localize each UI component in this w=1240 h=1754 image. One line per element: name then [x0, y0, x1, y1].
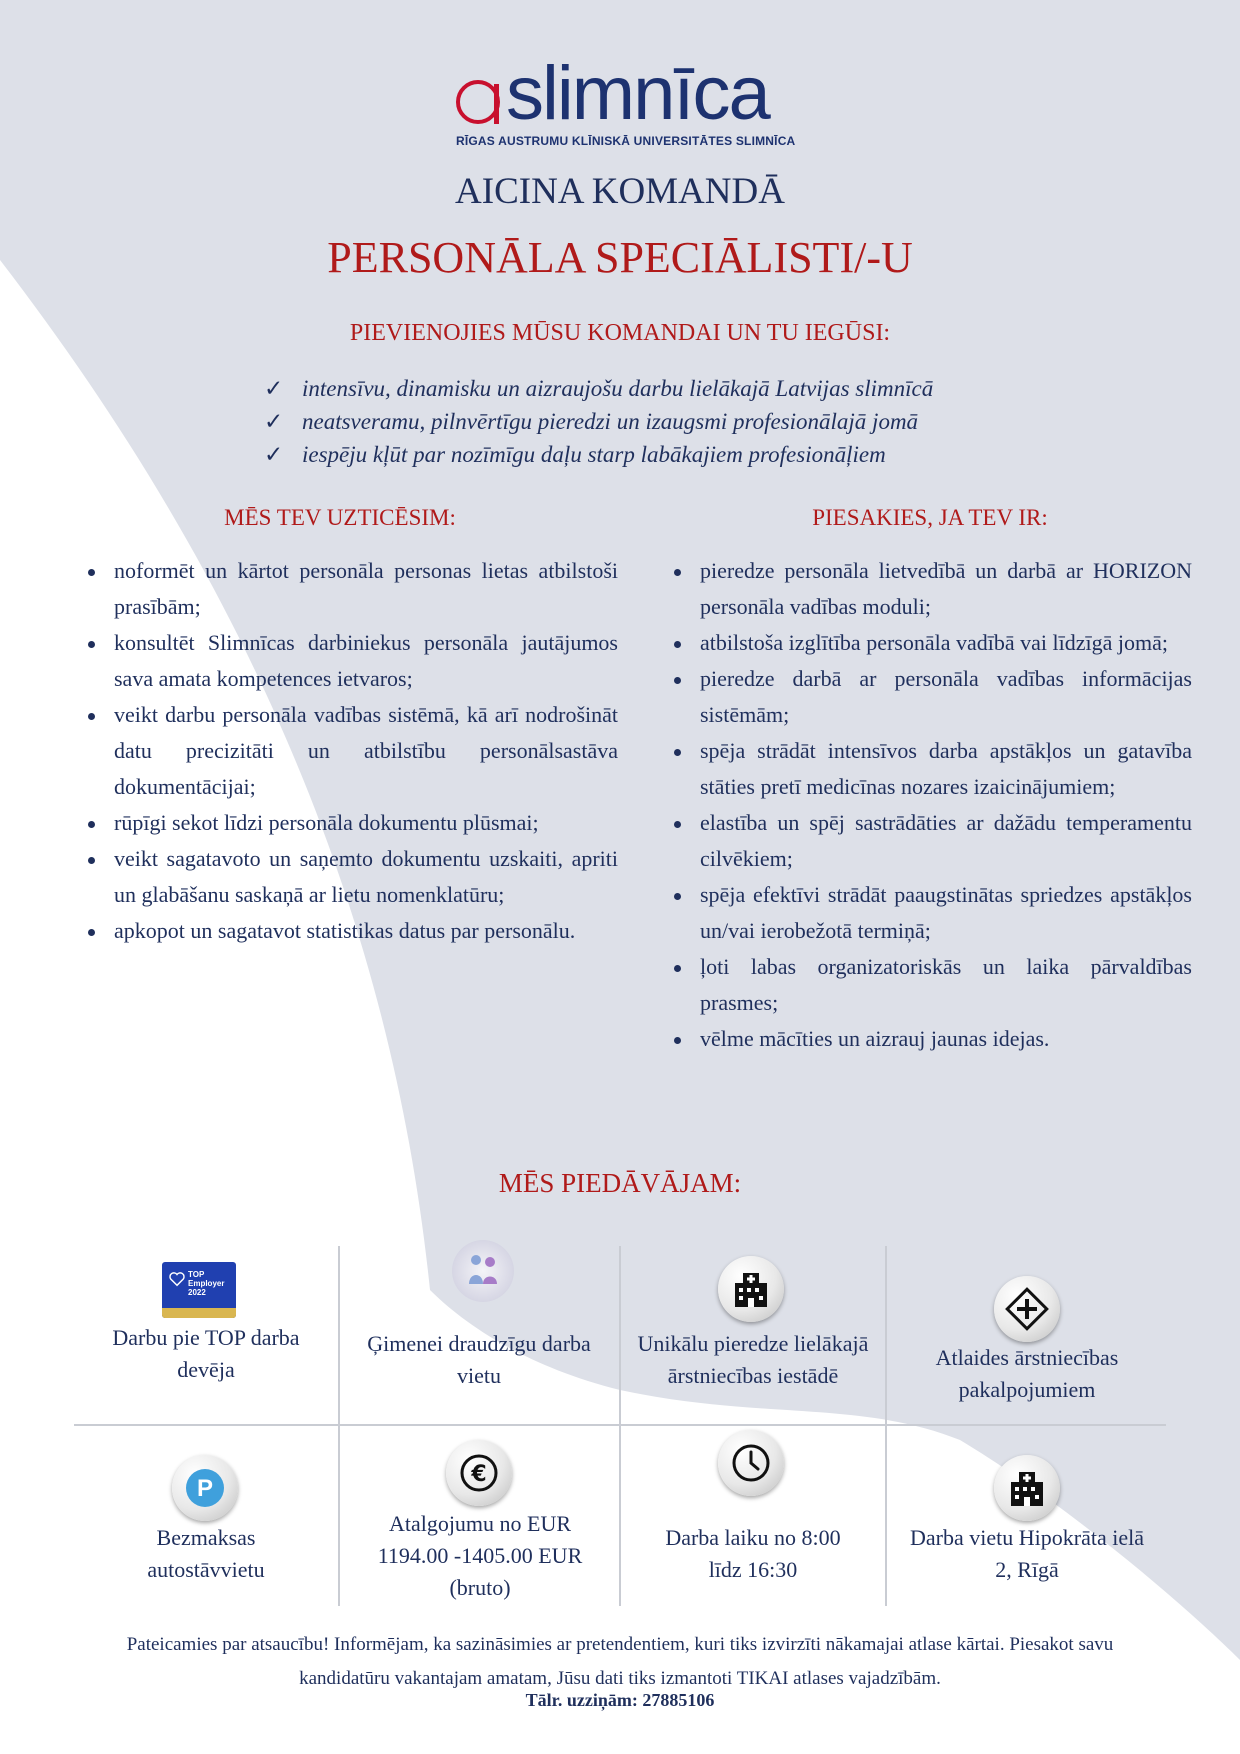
offer-cell: [360, 1508, 600, 1604]
list-item: konsultēt Slimnīcas darbiniekus personāla jautājumos sava amata kompetences ietvaros;: [74, 625, 618, 697]
offer-cell: [650, 1522, 856, 1586]
list-item: pieredze darbā ar personāla vadības informācijas sistēmām;: [660, 661, 1192, 733]
svg-text:P: P: [196, 1475, 214, 1502]
list-item: vēlme mācīties un aizrauj jaunas idejas.: [660, 1021, 1192, 1057]
position-title: PERSONĀLA SPECIĀLISTI/-U: [327, 233, 913, 282]
offer-text: Unikālu pieredze lielākajā ārstniecības iestādē: [637, 1331, 869, 1388]
offer-text: Atalgojumu no EUR 1194.00 -1405.00 EUR (bruto): [377, 1511, 583, 1600]
list-item: noformēt un kārtot personāla personas lietas atbilstoši prasībām;: [74, 553, 618, 625]
offer-text: Ģimenei draudzīgu darba vietu: [367, 1331, 591, 1388]
requirements-heading: PIESAKIES, JA TEV IR:: [812, 505, 1048, 530]
check-icon: ✓: [264, 376, 284, 401]
list-item: atbilstoša izglītība personāla vadībā vai līdzīgā jomā;: [660, 625, 1192, 661]
list-item: ✓ neatsveramu, pilnvērtīgu pieredzi un izaugsmi profesionālajā jomā: [262, 405, 1082, 438]
list-item: elastība un spēj sastrādāties ar dažādu temperamentu cilvēkiem;: [660, 805, 1192, 877]
grid-divider: [338, 1246, 340, 1606]
euro-icon: [446, 1440, 512, 1506]
join-heading: PIEVIENOJIES MŪSU KOMANDAI UN TU IEGŪSI:: [349, 320, 891, 346]
parking-icon: [172, 1455, 238, 1521]
offer-text: Atlaides ārstniecības pakalpojumiem: [935, 1345, 1119, 1402]
offer-cell: [90, 1322, 322, 1386]
tasks-heading: MĒS TEV UZTICĒSIM:: [224, 505, 456, 530]
list-item: ļoti labas organizatoriskās un laika pārvaldības prasmes;: [660, 949, 1192, 1021]
badge-text: TOP Employer 2022: [188, 1270, 225, 1297]
list-item: veikt darbu personāla vadības sistēmā, kā arī nodrošināt datu precizitāti un atbilstību personālsastāva dokumentācijai;: [74, 697, 618, 805]
benefits-list: [262, 372, 1082, 471]
contact-phone: Tālr. uzziņām: 27885106: [525, 1690, 715, 1710]
check-icon: ✓: [264, 442, 284, 467]
list-item: veikt sagatavoto un saņemto dokumentu uzskaiti, apriti un glabāšanu saskaņā ar lietu nomenklatūru;: [74, 841, 618, 913]
list-item: ✓ intensīvu, dinamisku un aizraujošu darbu lielākajā Latvijas slimnīcā: [262, 372, 1082, 405]
list-item: spēja efektīvi strādāt paaugstinātas spriedzes apstākļos un/vai ierobežotā termiņā;: [660, 877, 1192, 949]
svg-text:€: €: [471, 1462, 487, 1487]
hospital-icon: [718, 1256, 784, 1322]
grid-divider: [74, 1424, 1166, 1426]
medical-cross-icon: [994, 1276, 1060, 1342]
clock-icon: [718, 1430, 784, 1496]
requirements-list: [660, 553, 1192, 1057]
family-friendly-logo: [452, 1240, 514, 1302]
tasks-list: [74, 553, 618, 949]
heart-icon: [168, 1270, 186, 1288]
offer-heading: MĒS PIEDĀVĀJAM:: [498, 1168, 742, 1198]
list-item: ✓ iespēju kļūt par nozīmīgu daļu starp labākajiem profesionāļiem: [262, 438, 1082, 471]
offer-text: Darba laiku no 8:00 līdz 16:30: [665, 1525, 841, 1582]
list-item: rūpīgi sekot līdzi personāla dokumentu plūsmai;: [74, 805, 618, 841]
grid-divider: [619, 1246, 621, 1606]
offer-text: Bezmaksas autostāvvietu: [147, 1525, 265, 1582]
footer-note: Pateicamies par atsaucību! Informējam, ka sazināsimies ar pretendentiem, kuri tiks izvirzīti nākamajai atlase kārtai. Piesakot savu kandidatūru vakantajam amatam, Jūsu dati tiks izmantoti TIKAI atlases vajadzībām.: [126, 1634, 1114, 1689]
hospital-logo: [452, 48, 796, 148]
family-icon: [463, 1250, 503, 1290]
logo-subtitle: RĪGAS AUSTRUMU KLĪNISKĀ UNIVERSITĀTES SLIMNĪCA: [456, 134, 796, 148]
offer-cell: [356, 1328, 602, 1392]
hospital-icon: [994, 1455, 1060, 1521]
logo-mark-icon: [452, 76, 504, 128]
offer-cell: [634, 1328, 872, 1392]
offer-cell: [900, 1522, 1154, 1586]
logo-word: slimnīca: [506, 51, 769, 136]
list-item: pieredze personāla lietvedībā un darbā ar HORIZON personāla vadības moduli;: [660, 553, 1192, 625]
offer-text: Darba vietu Hipokrāta ielā 2, Rīgā: [910, 1525, 1144, 1582]
list-item: apkopot un sagatavot statistikas datus par personālu.: [74, 913, 618, 949]
check-icon: ✓: [264, 409, 284, 434]
list-item: spēja strādāt intensīvos darba apstākļos un gatavība stāties pretī medicīnas nozares izaicinājumiem;: [660, 733, 1192, 805]
grid-divider: [885, 1246, 887, 1606]
offer-cell: [904, 1342, 1150, 1406]
top-employer-badge: [162, 1262, 236, 1318]
invite-heading: AICINA KOMANDĀ: [455, 171, 785, 212]
offer-cell: [110, 1522, 302, 1586]
offer-text: Darbu pie TOP darba devēja: [112, 1325, 300, 1382]
